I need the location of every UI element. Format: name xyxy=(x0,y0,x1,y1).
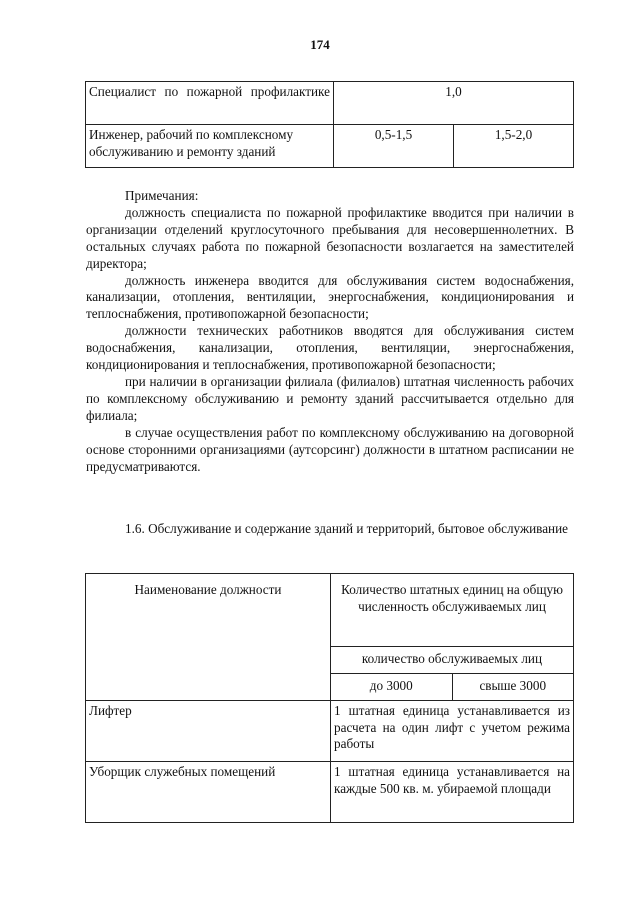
value-cell: 1,5-2,0 xyxy=(454,125,574,168)
note-item: должность инженера вводится для обслуживания систем водоснабжения, канализации, отопления, вентиляции, энергоснабжения, кондиционирования и теплоснабжения, противопожарной безопасности; xyxy=(86,272,574,322)
header-staff-count: Количество штатных единиц на общую численность обслуживаемых лиц xyxy=(331,574,574,647)
note-item: при наличии в организации филиала (филиалов) штатная численность рабочих по комплексному обслуживанию и ремонту зданий рассчитывается отдельно для филиала; xyxy=(86,373,574,423)
value-cell: 1 штатная единица устанавливается из расчета на один лифт с учетом режима работы xyxy=(331,701,574,762)
position-cell xyxy=(86,82,334,125)
position-label: Специалист по пожарной профилактике xyxy=(89,84,330,99)
position-cell: Лифтер xyxy=(86,701,331,762)
header-position-name: Наименование должности xyxy=(86,574,331,701)
header-range-up-to-3000: до 3000 xyxy=(331,674,453,701)
notes-block xyxy=(86,188,574,475)
table-row xyxy=(86,762,574,823)
table-row xyxy=(86,701,574,762)
table-row xyxy=(86,125,574,168)
staffing-table-building-maintenance xyxy=(85,573,574,823)
header-served-count: количество обслуживаемых лиц xyxy=(331,647,574,674)
section-heading: 1.6. Обслуживание и содержание зданий и территорий, бытовое обслуживание xyxy=(125,521,569,536)
page-number: 174 xyxy=(310,37,330,52)
value-cell: 1,0 xyxy=(334,82,574,125)
header-range-over-3000: свыше 3000 xyxy=(452,674,574,701)
value-cell: 0,5-1,5 xyxy=(334,125,454,168)
notes-title: Примечания: xyxy=(125,188,199,203)
note-item: должность специалиста по пожарной профилактике вводится при наличии в организации отделений круглосуточного пребывания для несовершеннолетних. В остальных случаях работа по пожарной безопасности возлагается на заместителей директора; xyxy=(86,204,574,271)
staffing-table-fire-safety xyxy=(85,81,574,168)
table-row xyxy=(86,82,574,125)
table-header-row xyxy=(86,574,574,647)
value-cell: 1 штатная единица устанавливается на каждые 500 кв. м. убираемой площади xyxy=(331,762,574,823)
position-cell: Уборщик служебных помещений xyxy=(86,762,331,823)
position-cell: Инженер, рабочий по комплексному обслуживанию и ремонту зданий xyxy=(86,125,334,168)
note-item: в случае осуществления работ по комплексному обслуживанию на договорной основе сторонними организациями (аутсорсинг) должности в штатном расписании не предусматриваются. xyxy=(86,424,574,474)
note-item: должности технических работников вводятся для обслуживания систем водоснабжения, канализации, отопления, вентиляции, энергоснабжения, кондиционирования и теплоснабжения, противопожарной безопасности; xyxy=(86,323,574,373)
